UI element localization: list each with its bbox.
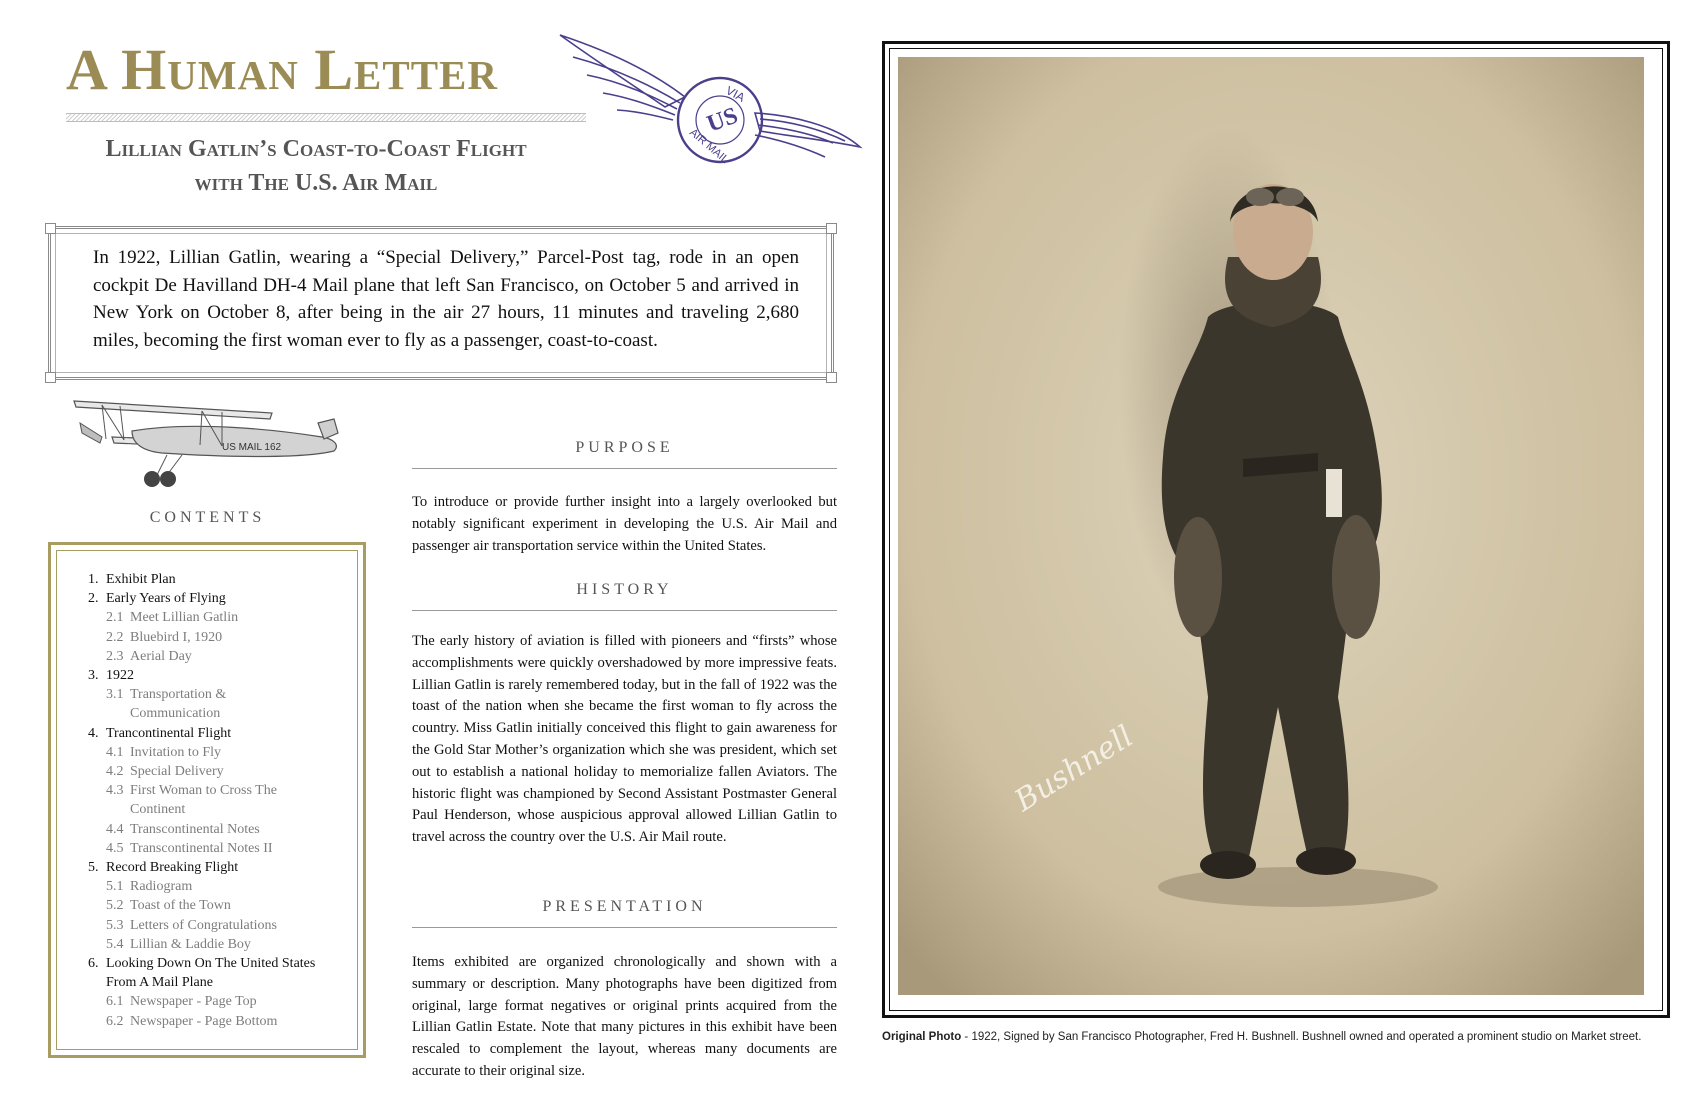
toc-item [88,743,348,762]
toc-item-label: Bluebird I, 1920 [130,629,223,645]
purpose-text: To introduce or provide further insight into a largely overlooked but notably significant experiment in developing the U.S. Air Mail and passenger air transportation service within the United States. [412,494,837,554]
toc-item-label: Transportation & [130,687,227,703]
toc-item-number: 5. [88,860,99,876]
contents-heading: CONTENTS [149,509,266,526]
subtitle-line-1: Lillian Gatlin’s Coast-to-Coast Flight [105,136,527,162]
toc-item-label: Newspaper - Page Top [130,994,257,1010]
photographer-signature: Bushnell [1008,718,1140,819]
toc-item-continuation-text: Continent [130,802,186,818]
presentation-text: Items exhibited are organized chronologically and shown with a summary or description. Many photographs have been digitized from original, large format negatives or original prints acquired from the Lillian Gatlin Estate. Note that many pictures in this exhibit have been rescaled to complement the layout, whereas many documents are accurate to their original size. [412,954,837,1079]
toc-item [88,647,348,666]
toc-item-number: 2.3 [106,648,124,664]
toc-item [88,608,348,627]
caption-label: Original Photo [882,1031,962,1043]
toc-item-number: 4. [88,725,99,741]
toc-item-label: Exhibit Plan [106,572,176,587]
toc-item-number: 3.1 [106,687,124,703]
toc-item-label: Invitation to Fly [130,744,221,760]
table-of-contents [88,570,348,1031]
toc-item [88,628,348,647]
toc-item [88,992,348,1011]
frame-corner [45,372,56,383]
history-text: The early history of aviation is filled with pioneers and “firsts” whose accomplishments were quickly overshadowed by more impressive feats. Lillian Gatlin is rarely remembered today, but in the fall of 1922 was the toast of the nation when she became the first woman to fly across the country. Miss Gatlin initially conceived this flight to gain awareness for the Gold Star Mother’s organization which she was president, which set out to establish a national holiday to memorialize fallen Aviators. The historic flight was championed by Second Assistant Postmaster General Paul Henderson, whose auspicious approval allowed Lillian Gatlin to travel across the country over the U.S. Air Mail route. [412,633,837,846]
toc-item-number: 1. [88,572,99,587]
toc-item-number: 2. [88,591,99,607]
toc-item-number: 3. [88,668,99,684]
toc-item [88,781,348,800]
caption-text: - 1922, Signed by San Francisco Photographer, Fred H. Bushnell. Bushnell owned and operated a prominent studio on Market street. [961,1031,1642,1043]
toc-item [88,820,348,839]
history-heading: HISTORY [576,581,673,598]
toc-item-number: 2.1 [106,610,124,626]
toc-item-label: Letters of Congratulations [130,917,277,933]
toc-item [88,1012,348,1031]
toc-item [88,935,348,954]
purpose-divider [412,468,837,469]
toc-item-number: 4.5 [106,840,124,856]
toc-item [88,724,348,743]
toc-item [88,589,348,608]
toc-item-number: 6.2 [106,1013,124,1029]
toc-item-continuation [88,800,348,819]
toc-item-label: 1922 [106,668,134,684]
toc-item-label: Toast of the Town [130,898,231,914]
toc-item-number: 4.4 [106,821,124,837]
page-subtitle [66,132,566,200]
air-mail-wings-stamp [555,25,865,175]
title-divider [66,113,586,122]
toc-item-number: 5.2 [106,898,124,914]
toc-item [88,666,348,685]
frame-corner [826,223,837,234]
presentation-heading: PRESENTATION [542,898,707,915]
toc-item-label: Special Delivery [130,764,224,780]
toc-item-continuation [88,973,348,992]
toc-item-label: First Woman to Cross The [130,783,277,799]
toc-item-number: 4.2 [106,764,124,780]
toc-item-number: 6. [88,956,99,972]
toc-item-label: Trancontinental Flight [106,725,232,741]
toc-item [88,570,348,589]
toc-item-number: 5.1 [106,879,124,895]
portrait-photo [898,57,1644,995]
plane-marking: US MAIL 162 [222,442,282,453]
toc-item-label: Transcontinental Notes [130,821,260,837]
toc-item [88,896,348,915]
toc-item [88,858,348,877]
intro-paragraph: In 1922, Lillian Gatlin, wearing a “Special Delivery,” Parcel-Post tag, rode in an open cockpit De Havilland DH-4 Mail plane that left San Francisco, on October 5 and arrived in New York on October 8, after being in the air 27 hours, 11 minutes and traveling 2,680 miles, becoming the first woman ever to fly as a passenger, coast-to-coast. [93,247,799,351]
toc-item-number: 4.3 [106,783,124,799]
toc-item-continuation [88,704,348,723]
toc-item-label: Newspaper - Page Bottom [130,1013,278,1029]
photo-caption [882,1031,1672,1043]
toc-item-label: Lillian & Laddie Boy [130,936,251,952]
toc-item-label: Radiogram [130,879,193,895]
toc-item-number: 5.4 [106,936,124,952]
toc-item [88,916,348,935]
toc-item [88,762,348,781]
toc-item-label: Meet Lillian Gatlin [130,610,239,626]
stamp-airmail-text: AIR MAIL [687,126,731,167]
toc-item-label: Transcontinental Notes II [130,840,273,856]
toc-item [88,954,348,973]
toc-item-number: 5.3 [106,917,124,933]
toc-item-number: 6.1 [106,994,124,1010]
subtitle-line-2: with The U.S. Air Mail [194,170,438,196]
biplane-illustration [72,393,347,493]
toc-item [88,877,348,896]
toc-item-label: Looking Down On The United States [106,956,316,972]
presentation-divider [412,927,837,928]
toc-item-label: Aerial Day [130,648,192,664]
toc-item-continuation-text: Communication [130,706,221,722]
frame-corner [45,223,56,234]
stamp-via-text: VIA [723,83,748,105]
toc-item-label: Early Years of Flying [106,591,226,607]
purpose-heading: PURPOSE [575,439,674,456]
frame-corner [826,372,837,383]
toc-item-label: Record Breaking Flight [106,860,239,876]
toc-item [88,839,348,858]
floor-shadow [1158,867,1438,907]
history-divider [412,610,837,611]
toc-item-number: 4.1 [106,744,124,760]
toc-item-number: 2.2 [106,629,124,645]
stamp-us-text: US [703,102,742,138]
page-title: A Human Letter [66,37,499,102]
toc-item [88,685,348,704]
toc-item-continuation-text: From A Mail Plane [106,975,213,991]
